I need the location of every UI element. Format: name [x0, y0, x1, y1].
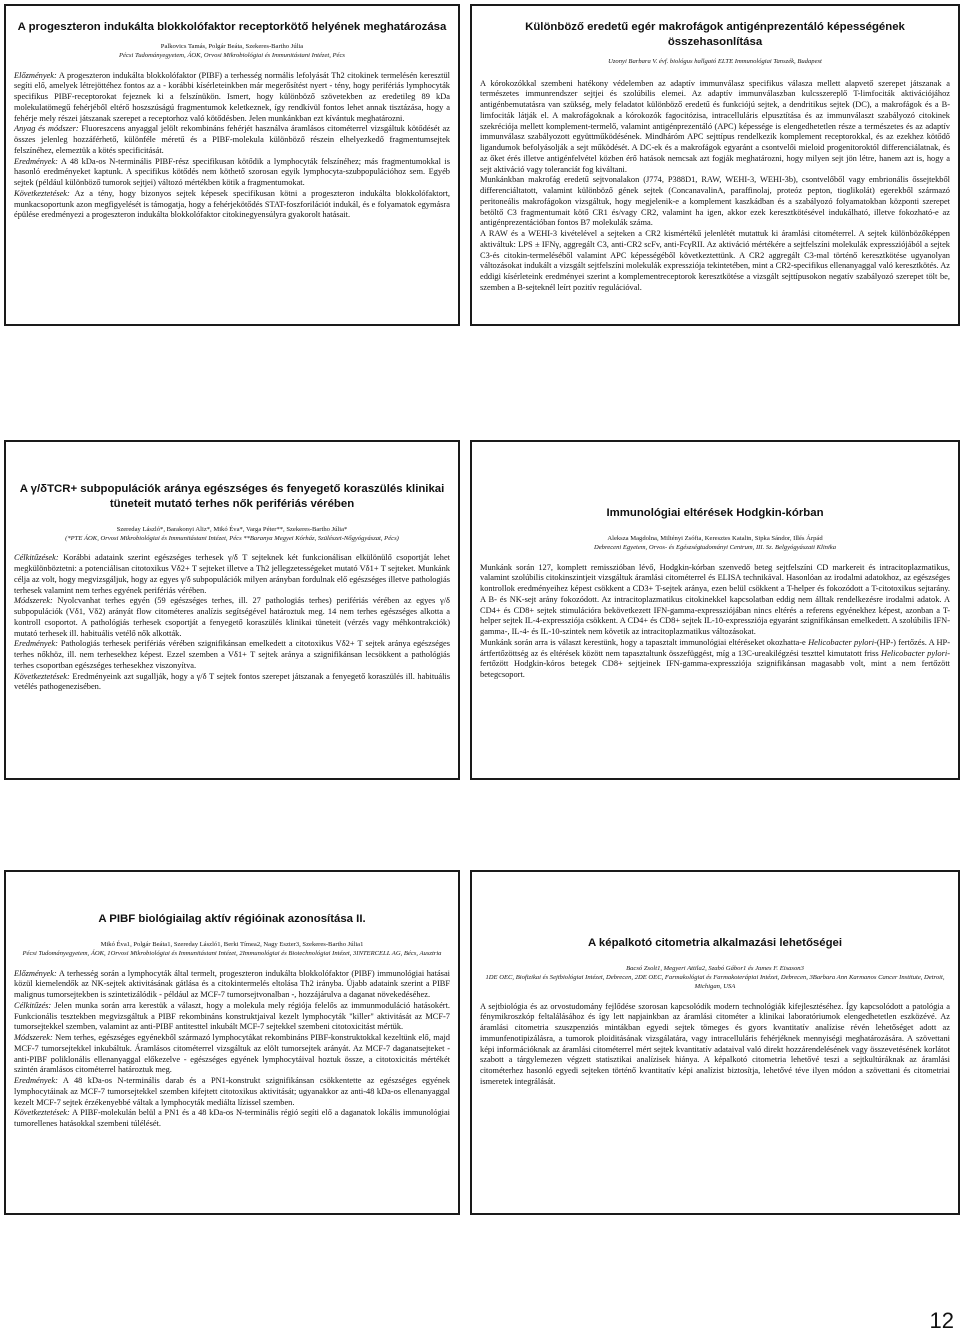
abstract-panel-imaging-cytometry — [470, 870, 960, 1215]
page-number: 12 — [929, 1308, 954, 1333]
abstract-authors: Palkovics Tamás, Polgár Beáta, Szekeres-Bartho Júlia Pécsi Tudományegyetem, ÁOK, Orvosi Mikrobiológiai és Immunitástani Intézet, Pécs — [119, 42, 345, 59]
abstract-title: A progeszteron indukálta blokkolófaktor receptorkötő helyének meghatározása — [17, 21, 447, 33]
abstract-panel-gamma-delta — [4, 440, 460, 780]
abstract-panel-pibf-receptor — [4, 4, 460, 326]
abstract-panel-pibf-regions — [4, 870, 460, 1215]
abstract-body: Célkitűzések: Korábbi adataink szerint egészséges terhesek γ/δ T sejteknek két funkcionálisan elkülönülő csoportját lehet megkülönböztetni: a potenciálisan citotoxikus Vδ2+ T sejteket illetve a Th2 jellegzetességeket mutató Vδ1+ T sejteket. Munkánk célja az volt, hogy megvizsgáljuk, hogy az egyes γ/δ subpopulációk milyen arányban fordulnak elő egészséges illetve pathologiás terhesek valamint nem terhes egyének perifériás vérében. Módszerek: Nyolcvanhat terhes egyén (59 egészséges terhes, ill. 27 pathologiás terhes) perifériás vérében az egyes γ/δ subpopulációk (Vδ1, Vδ2) arányát flow citométeres analízis segítségével határoztuk meg. 14 nem terhes egészséges alkotta a kontroll csoportot. A pathológiás terhesek csoportját a fenyegető koraszülés klinikai tüneteit (vérzés vagy méhkontrakciók) mutató terhesek ill. habituális vetélő nők alkották. Eredmények: Pathologiás terhesek perifériás vérében szignifikánsan emelkedett a citotoxikus Vδ2+ T sejtek aránya egészséges terhes nőkhöz, ill. nem terhesekhez képest. Ezzel szemben a Vδ1+ T sejtek aránya a szignifikánsan lecsökkent a pathológiás terhes csoportban egészséges terhesekhez viszonyítva. Következtetések: Eredményeink azt sugallják, hogy a γ/δ T sejtek fontos szerepet játszanak a fenyegető koraszülés ill. habituális vetélés pathogenezisében. — [14, 553, 450, 692]
abstract-authors: Szereday László*, Barakonyi Aliz*, Mikó Éva*, Varga Péter**, Szekeres-Bartho Júlia* (*PTE ÁOK, Orvosi Mikrobiológiai és Immunitástani Intézet, Pécs **Baranya Megyei Kórház, Szülészet-Nőgyógyászat, Pécs) — [65, 525, 399, 542]
abstract-body: Munkánk során 127, komplett remisszióban lévő, Hodgkin-kórban szenvedő beteg sejtfelszíni CD markereit és intracitoplazmatikus, valamint szolúbilis citokinszintjeit vizsgáltuk áramlási citométerrel és ELISA technikával. Hasonlóan az irodalmi adatokhoz, az egészséges kontrollok eredményeihez képest csökkent a CD3+ T-sejtek aránya, ezen belül csökkent a T-helper és fokozódott a T-citotoxikus sejtarány. A B- és NK-sejt arány fokozódott. Az intracitoplazmatikus citokinekkel kapcsolatban eddig nem álltak rendelkezésre irodalmi adatok. A CD4+ és CD8+ sejtek stimulációra bekövetkezett IFN-gamma-expressziójában nincs eltérés a referens egyénekhez képest, azonban a T-helper sejtek IL-4-expressziója csökkent. A CD4+ és CD8+ sejtek IL-10-expressziója egyaránt szignifikánsan emelkedett. A szolúbilis IFN-gamma-, IL-4- és IL-10-szintek nem követik az intracitoplazmatikus változásokat. Munkánk során arra is választ kerestünk, hogy a tapasztalt immunológiai eltéréseket okozhatta-e Helicobacter pylori-(HP-) fertőzés. A HP-ártfertőzöttség az és eltérések között nem tapasztaltunk összefüggést, míg a 13C-ureakilégzési teszttel kimutatott friss Helicobacter pylori-fertőzött Hodgkin-kóros betegek CD8+ sejtjeinek IFN-gamma-expressziója szignifikánsan magasabb volt, mint a nem fertőzött betegcsoport. — [480, 562, 950, 680]
abstract-body: Előzmények: A progeszteron indukálta blokkolófaktor (PIBF) a terhesség normális lefolyását Th2 citokinek termelésén keresztül segíti elő, amelyek létrejöttéhez fontos az a - korábbi kísérleteinkben már megerősítést nyert - tény, hogy perifériás lymphocyták specifikus PIBF-receptorokat fejeznek ki a felszínükön. Ismert, hogy különböző szövetekben az eredetileg 89 kDa molekulatömegű fehérjéből eltérő hoszszúságú fragmentumok keletkeznek, így rendkívül fontos lehet annak tisztázása, hogy a fehérje mely részei játszanak szerepet a receptorhoz való kötődésben. Jelen munkánkban ezt kívántuk meghatározni. Anyag és módszer: Fluoreszcens anyaggal jelölt rekombináns fehérjét használva áramlásos citométerrel vizsgáltuk kötődését az összes jelenleg hozzáférhető, különféle méretű és a PIBF-molekula különböző részein elhelyezkedő fragmentumsejtek felszínéhez, elemeztük a kötés specificitását. Eredmények: A 48 kDa-os N-terminális PIBF-rész specifikusan kötődik a lymphocyták felszínéhez; más fragmentumokkal is hasonló eredményeket kaptunk. A specifikus kötődés nem köthető szorosan egyik lymphocyta-szubpopulációhoz sem. Egyéb sejtek (például különböző tumorok sejtjei) változó mértékben kötik a fragmentumokat. Következtetések: Az a tény, hogy bizonyos sejtek képesek specifikusan kötni a progeszteron indukálta blokkolófaktort, munkacsoportunk azon megfigyelését is támogatja, hogy a fehérjekötődés STAT-foszforilációt indukál, és e folyamatok egymásra épülése eredményezi a progeszteron indukálta blokkolófaktor citokinegyensúlyra gyakorolt hatásait. — [14, 70, 450, 220]
abstract-title: A PIBF biológiailag aktív régióinak azonosítása II. — [98, 913, 366, 925]
abstract-panel-hodgkin — [470, 440, 960, 780]
abstract-authors: Aleksza Magdolna, Miltényi Zsófia, Keresztes Katalin, Sipka Sándor, Illés Árpád Debreceni Egyetem, Orvos- és Egészségtudományi Centrum, III. Sz. Belgyógyászati Klinika — [593, 534, 837, 551]
abstract-title: Különböző eredetű egér makrofágok antigénprezentáló képességének összehasonlítása — [525, 21, 905, 48]
abstract-panel-macrophage — [470, 4, 960, 326]
abstract-body: A sejtbiológia és az orvostudomány fejlődése szorosan kapcsolódik modern technológiák kifejlesztéséhez. Így kapcsolódott a patológia a fénymikroszkóp feltalálásához és így lett napjainkban az áramlási citométer a klinikai laboratóriumok elengedhetetlen eszközévé. Az áramlási citometria szuszpenziós mintákban egyedi sejtek tömeges és gyors kvantitatív analízise révén lehetőséget adott az immunfenotipizálásra, a tumorok ploiditásának vizsgálatára, vagy intracelluláris fehérjéknek mennyiségi meghatározására. A szövettani képi információknak az áramlási citométerrel mért sejtek kvantitatív adataival való direkt hozzárendelésének vagy összevetésének korlátot szabott a tárgylemezen végzett statisztikai analízisek hiánya. A képalkotó citometria lehetővé teszi a sejtkultúráknak az áramlási citométerhez hasonló egyedi sejteken történő kvantitatív képi analízist biztosítja, lehetővé téve ilyen módon a szövettani és citometriai ismeretek integrálását. — [480, 1001, 950, 1086]
abstract-title: A képalkotó citometria alkalmazási lehetőségei — [587, 937, 843, 949]
abstract-authors: Uzonyi Barbara V. évf. biológus hallgató ELTE Immunológiai Tanszék, Budapest — [608, 57, 822, 65]
abstract-title: A γ/δTCR+ subpopulációk aránya egészséges és fenyegető koraszülés klinikai tüneteit mutató terhes nők perifériás vérében — [19, 483, 445, 510]
abstract-authors: Mikó Éva1, Polgár Beáta1, Szereday László1, Berki Tímea2, Nagy Eszter3, Szekeres-Bartho Júlia1 Pécsi Tudományegyetem, ÁOK, 1Orvosi Mikrobiológiai és Immunitástani Intézet, 2Immunológiai és Biotechnológiai Intézet, 3INTERCELL AG, Bécs, Ausztria — [22, 940, 442, 957]
abstract-title: Immunológiai eltérések Hodgkin-kórban — [606, 507, 824, 519]
abstract-body: A kórokozókkal szembeni hatékony védelemben az adaptív immunválasz specifikus válasza mellett alapvető szerepet játszanak a természetes immunrendszer sejtjei és szolúbilis elemei. Az adaptív immunválaszban kulcsszereplő T-limfociták aktivációjához antigénbemutatásra van szükség, mely feladatot különböző eredetű és funkciójú sejtek, a dendritikus sejtek (DC), a makrofágok és a B-limfociták látják el. A makrofágoknak a kórokozók fagocitózisa, intracelluláris elpusztítása és az immunválaszt szabályozó citokinek szekréciója mellett komplement-termelő, valamint antigénprezentáló (APC) képessége is elengedhetetlen része a természetes és az adaptív immunválasz szabályozott együttműködésének. Mindháróm APC sejttípus rendelkezik komplement receptorokkal, és az ezekhez kötődő ligandumok befolyásolják a sejt működését. A DC-ek és a makrofágok egyaránt a csontvelői mieloid progenitoroktól differenciálatnak, és az őket érés illetve antigénfelvétel közben érő hatások nemcsak azt fogják meghatározni, hogy milyen sejt jön létre, hanem azt is, hogy a sejt aktiváció vagy toleranciát fog kiváltani. Munkánkban makrofág eredetű sejtvonalakon (J774, P388D1, RAW, WEHI-3, WEHI-3b), csontvelőből vagy embrionális őssejtekből differenciáltatott, valamint különböző gének sejtek (ConcanavalinA, paraffinolaj, proteóz pepton, tioglikolát) egerekből származó peritoneális makrofágokon vizsgáltuk, hogy megjelenik-e a komplement kaszkádban és a szabályozó folyamatokban központi szerepet betöltő C3 fragmentumait kötő CR1 és/vagy CR2, valamint ha igen, akkor ezek keresztkötésével indukálható, illetve fokozható-e az antigénprezentációban fontos B7 molekulák száma. A RAW és a WEHI-3 kivételével a sejteken a CR2 kismértékű jelenlétét mutattuk ki áramlási citométerrel. A sejtek különbözőképpen aktiváltuk: LPS ± IFNγ, aggregált C3, anti-CR2 scFv, anti-FcγRII. Az aktiváció mértékére a sejtfelszíni molekulák expressziójából a sejtek C3-és citokin-termeléséből valamint APC képességéből következtettünk. A CR2 aggregált C3-mal történő keresztkötése ugyanolyan változásokat indukált a vizsgált sejtfelszíni molekulák expressziója tekintetében, mint a CR2-specifikus ellenanyaggal való keresztkötés. Az eddigi kísérleteink eredményei szerint a komplementreceptorok keresztkötése a vizsgált sejttípusokon negatív szabályozó szerepet tölt be, szemben a B-sejteknél leírt pozitív regulációval. — [480, 78, 950, 292]
abstract-body: Előzmények: A terhesség során a lymphocyták által termelt, progeszteron indukálta blokkolófaktor (PIBF) immunológiai hatásai közül kiemelendők az NK-sejtek aktivitásának gátlása és a citokintermelés eltolása Th2 irányba. Újabb adataink szerint a PIBF malignus tumorsejtekben is szintetizálódik - például az MCF-7 tumorsejtvonalban -, hozzájárulva a daganat növekedéséhez. Célkitűzés: Jelen munka során arra kerestük a választ, hogy a molekula mely régiója felelős az immunmoduláció hatásokért. Funkcionális tesztekben megvizsgáltuk a PIBF rekombináns konstruktjaival kezelt lymphocyták "killer" aktivitását az MCF-7 tumorsejtekkel szemben, valamint az anti-PIBF antitesttel inkubált MCF-7 sejtekkel szembeni citotoxicitást mértük. Módszerek: Nem terhes, egészséges egyénekből származó lymphocytákat rekombináns PIBF-konstruktokkal kezeltünk elő, majd MCF-7 tumorsejtekkel inkubáltuk. Áramlásos citométerrel vizsgáltuk az elölt tumorsejtek arányát. Az MCF-7 daganatsejteket - anti-PIBF poliklonális ellenanyaggal előkezelve - egészséges egyének lymphocytáival hoztuk össze, a citotoxicitás mértékét szintén áramlásos citométerrel határoztuk meg. Eredmények: A 48 kDa-os N-terminális darab és a PN1-konstrukt szignifikánsan csökkentette az egészséges egyének lymphocytáinak az MCF-7 tumorsejtekkel szemben kifejtett citotoxikus aktivitását; ugyanakkor az anti-48 kDa-os ellenanyaggal kezelt MCF-7 sejtek érzékenyebbé váltak a lymphocyták mediálta lízissel szemben. Következtetések: A PIBF-molekulán belül a PN1 és a 48 kDa-os N-terminális régió segíti elő a daganatok lokális immunológiai tumorellenes hatásokkal szembeni túlélését. — [14, 968, 450, 1129]
abstract-authors: Bacsó Zsolt1, Megyeri Attila2, Szabó Gábor1 és James F. Eisason3 1DE OEC, Biofizikai és Sejtbiológiai Intézet, Debrecen, 2DE OEC, Farmakológiai és Farmakoterápiai Intézet, Debrecen, 3Barbara Ann Karmanos Cancer Institute, Detroit, Michigan, USA — [485, 964, 945, 990]
